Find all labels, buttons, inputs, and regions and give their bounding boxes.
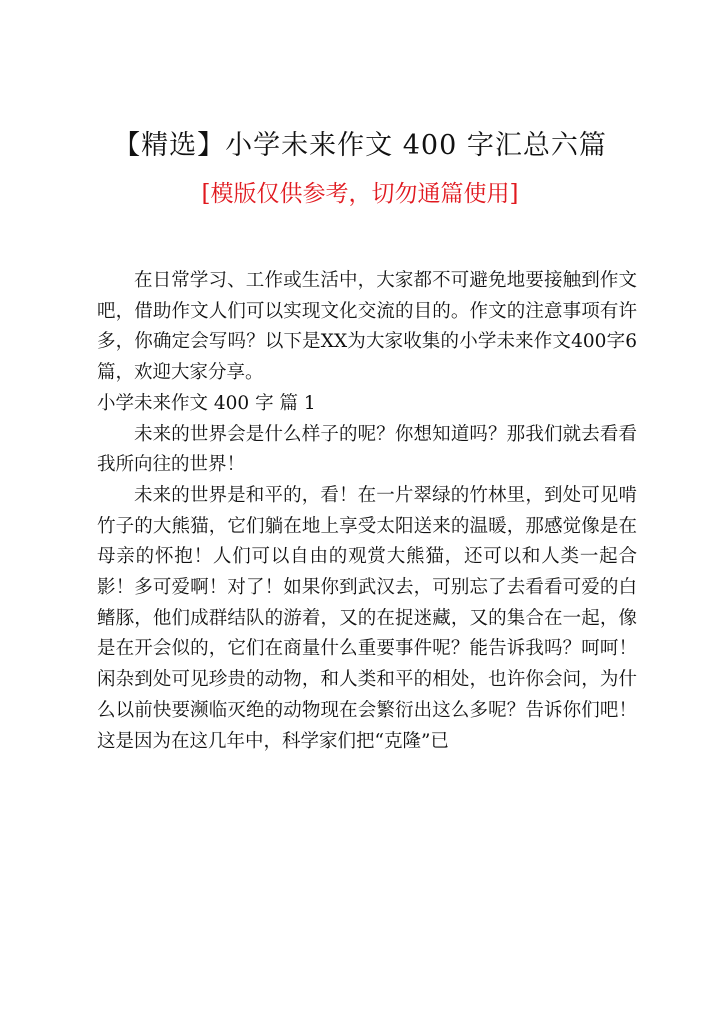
section-heading: 小学未来作文 400 字 篇 1 (97, 392, 316, 414)
document-body (97, 266, 637, 757)
template-disclaimer: [模版仅供参考，切勿通篇使用] (201, 181, 519, 207)
body-paragraph: 未来的世界会是什么样子的呢？你想知道吗？那我们就去看看我所向往的世界！ (97, 423, 637, 476)
body-paragraph: 未来的世界是和平的，看！在一片翠绿的竹林里，到处可见啃竹子的大熊猫，它们躺在地上享受太阳送来的温暖，那感觉像是在母亲的怀抱！人们可以自由的观赏大熊猫，还可以和人类一起合影！多可爱啊！对了！如果你到武汉去，可别忘了去看看可爱的白鳍豚，他们成群结队的游着，又的在捉迷藏，又的集合在一起，像是在开会似的，它们在商量什么重要事件呢？能告诉我吗？呵呵！闲杂到处可见珍贵的动物，和人类和平的相处，也许你会问，为什么以前快要濒临灭绝的动物现在会繁衍出这么多呢？告诉你们吧！这是因为在这几年中，科学家们把“克隆”已 (97, 484, 637, 752)
intro-paragraph: 在日常学习、工作或生活中，大家都不可避免地要接触到作文吧，借助作文人们可以实现文化交流的目的。作文的注意事项有许多，你确定会写吗？以下是XX为大家收集的小学未来作文400字6篇，欢迎大家分享。 (97, 270, 637, 384)
document-title: 【精选】小学未来作文 400 字汇总六篇 (113, 130, 607, 161)
